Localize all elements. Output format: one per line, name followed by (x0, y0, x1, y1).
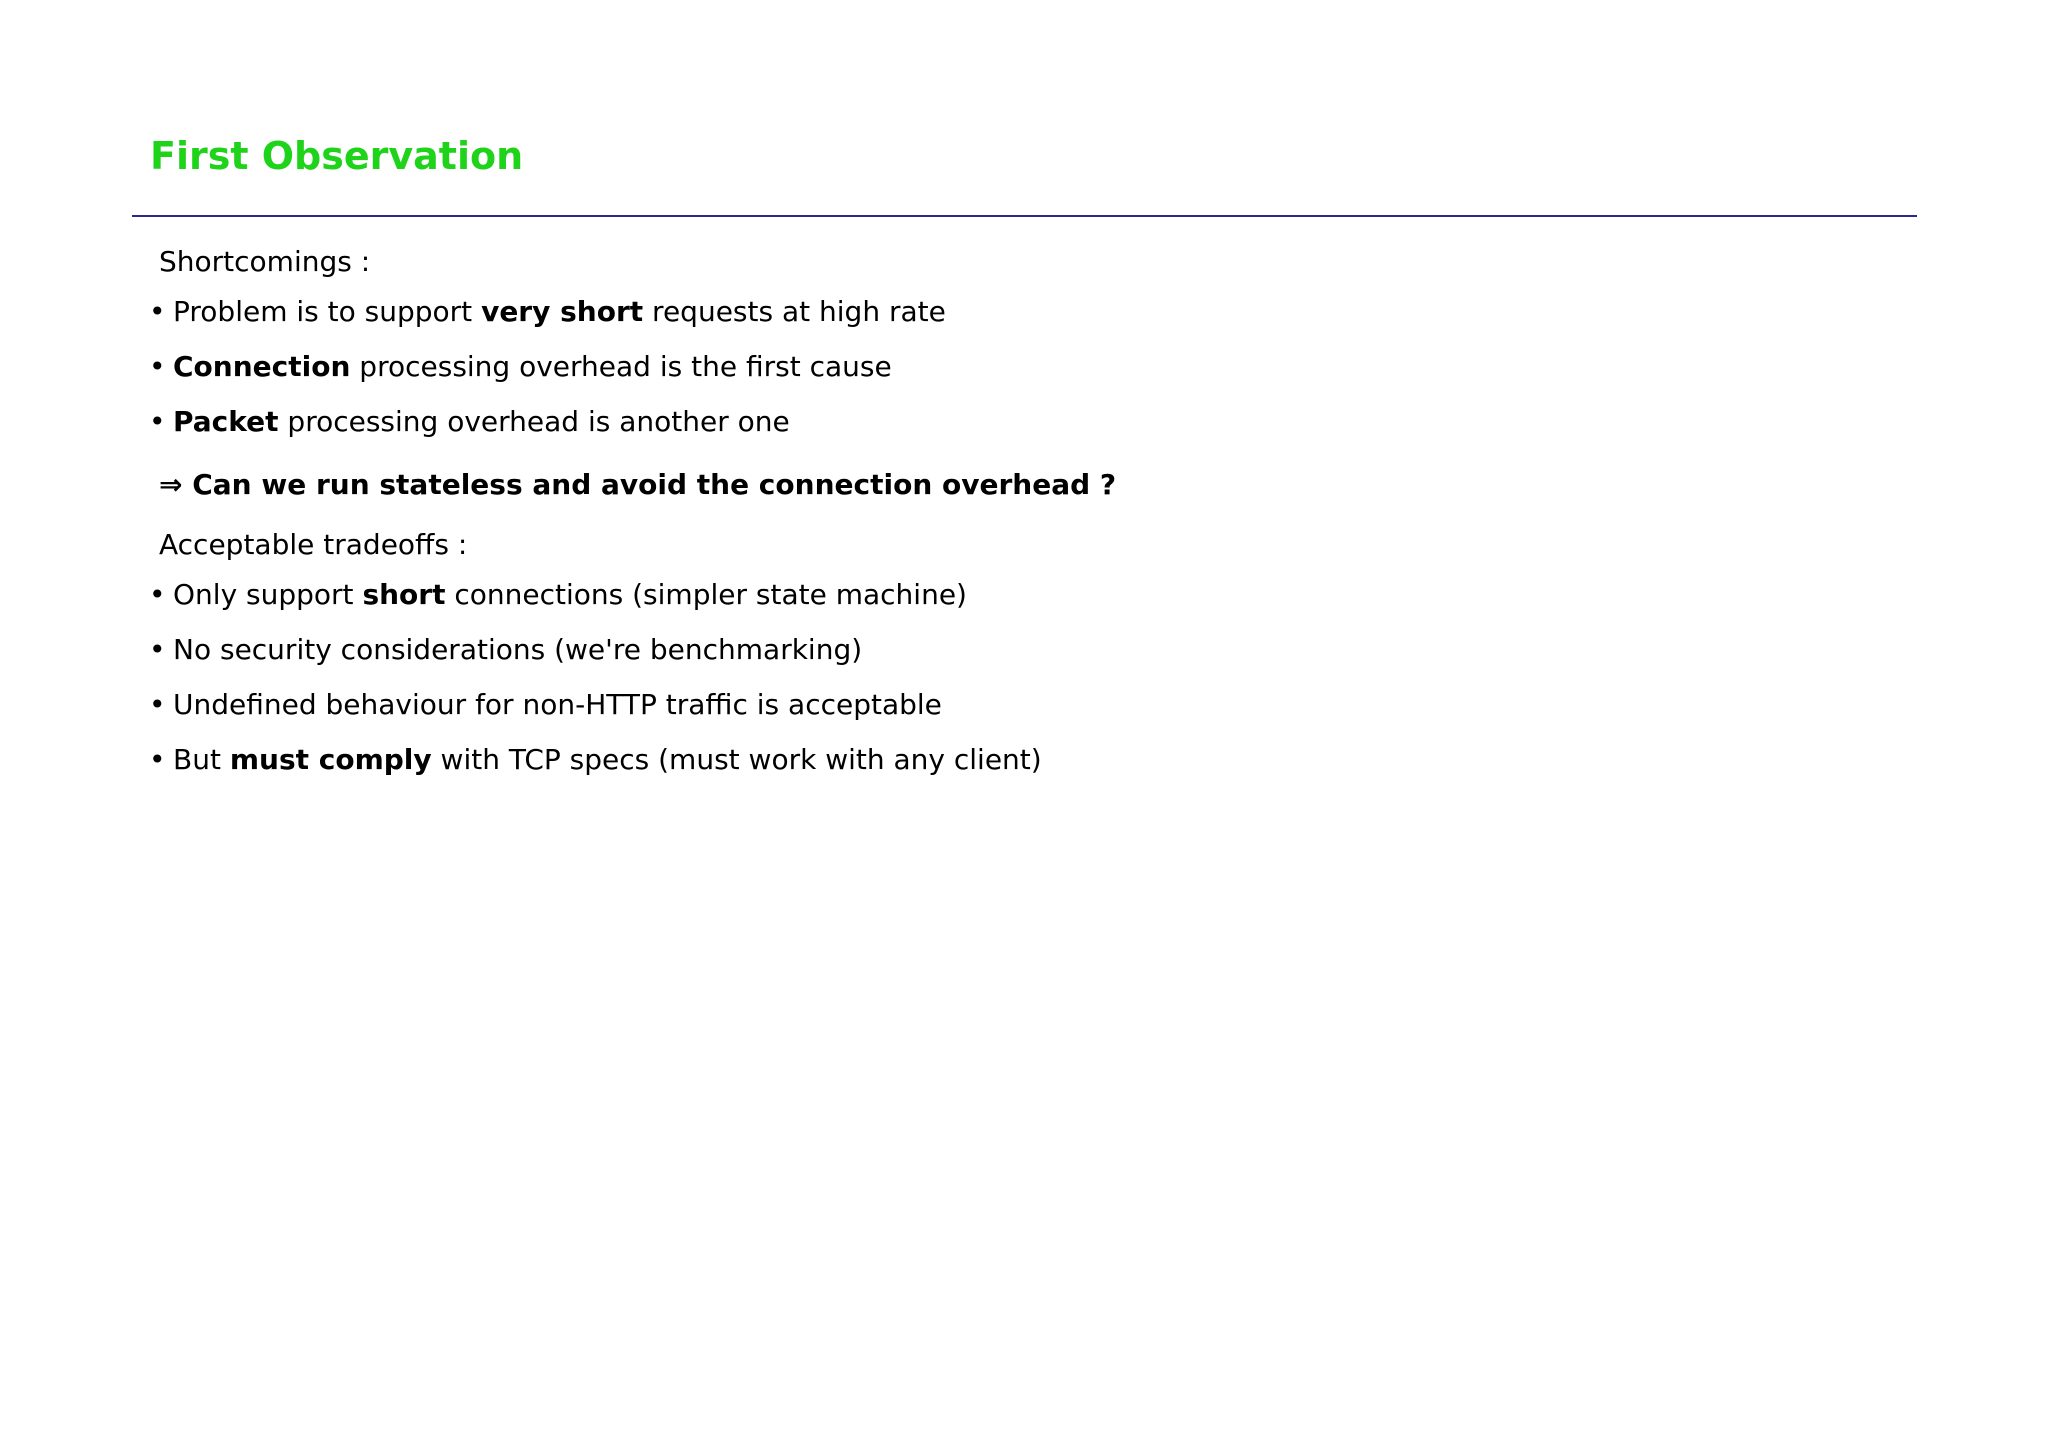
bullet-icon: • (149, 688, 166, 721)
shortcoming-item-emphasis: Packet (173, 405, 279, 438)
shortcoming-item (149, 347, 892, 387)
shortcoming-item-emphasis: very short (481, 295, 644, 328)
bullet-icon: • (149, 295, 166, 328)
tradeoff-item-emphasis: must comply (229, 743, 432, 776)
tradeoff-item-text-tail: connections (simpler state machine) (445, 578, 967, 611)
bullet-icon: • (149, 350, 166, 383)
shortcoming-item-text-tail: processing overhead is another one (278, 405, 790, 438)
shortcoming-item-emphasis: Connection (173, 350, 351, 383)
shortcoming-item (149, 402, 790, 442)
tradeoff-item-text: Only support (173, 578, 363, 611)
tradeoff-item-text: But (173, 743, 230, 776)
tradeoff-item (149, 685, 942, 725)
tradeoff-item (149, 740, 1042, 780)
conclusion-text: Can we run stateless and avoid the connection overhead ? (192, 468, 1117, 501)
conclusion-line (159, 465, 1116, 505)
bullet-icon: • (149, 578, 166, 611)
tradeoff-item-text-tail: with TCP specs (must work with any client) (431, 743, 1042, 776)
shortcoming-item-text-tail: processing overhead is the first cause (350, 350, 892, 383)
shortcomings-label: Shortcomings : (159, 245, 371, 278)
tradeoff-item-emphasis: short (362, 578, 446, 611)
tradeoff-item-text: No security considerations (we're benchmarking) (173, 633, 863, 666)
tradeoff-item (149, 630, 862, 670)
shortcoming-item-text-tail: requests at high rate (643, 295, 946, 328)
bullet-icon: • (149, 405, 166, 438)
bullet-icon: • (149, 743, 166, 776)
shortcoming-item (149, 292, 946, 332)
bullet-icon: • (149, 633, 166, 666)
shortcoming-item-text: Problem is to support (173, 295, 482, 328)
tradeoffs-label: Acceptable tradeoffs : (159, 528, 468, 561)
tradeoff-item-text: Undefined behaviour for non-HTTP traffic is acceptable (173, 688, 942, 721)
slide-title: First Observation (150, 134, 524, 178)
implies-arrow-icon: ⇒ (159, 468, 183, 501)
tradeoff-item (149, 575, 967, 615)
